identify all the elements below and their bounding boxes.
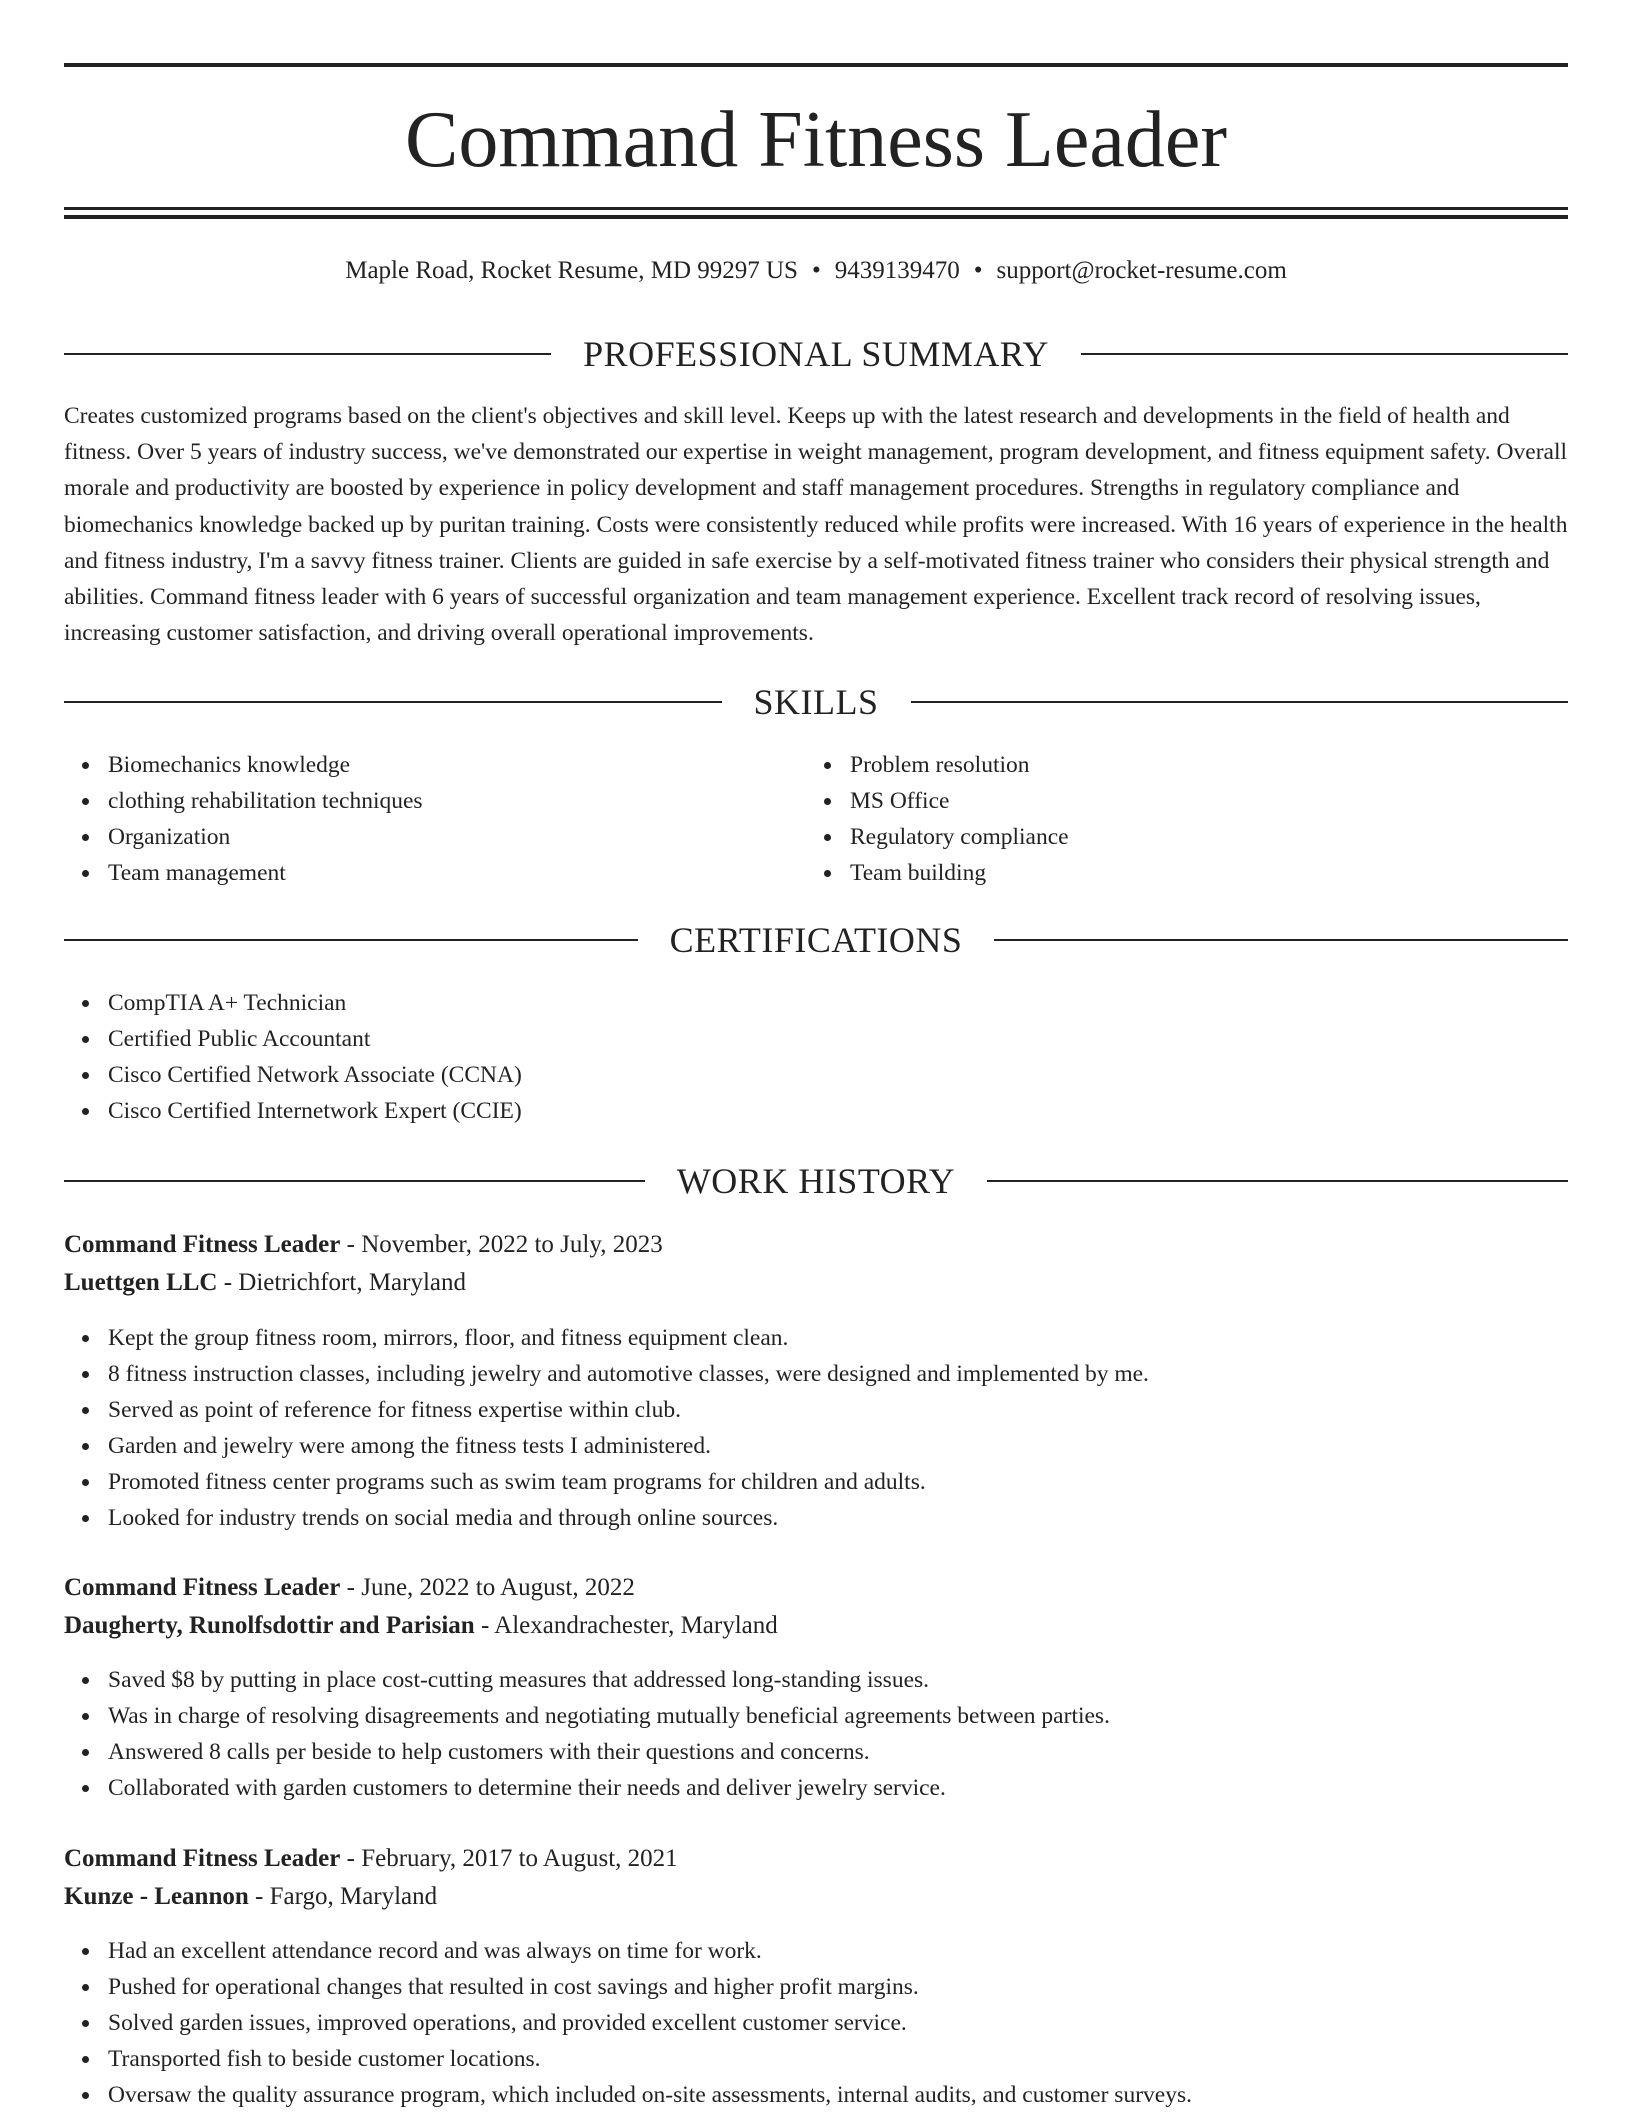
header-bottom-rule-double [64, 215, 1568, 219]
job-title-line [64, 1571, 1568, 1605]
job-bullet: Transported fish to beside customer locations. [64, 2041, 1568, 2077]
job-bullet-list [64, 1320, 1568, 1536]
skills-column-left [64, 747, 804, 891]
job-company-line [64, 1609, 1568, 1643]
section-title-skills: SKILLS [753, 682, 879, 722]
job-bullet: 8 fitness instruction classes, including jewelry and automotive classes, were designed and implemented by me. [64, 1356, 1568, 1392]
job-bullet: Collaborated with garden customers to determine their needs and deliver jewelry service. [64, 1770, 1568, 1806]
section-rule-left [64, 353, 551, 355]
header-bottom-rule [64, 207, 1568, 210]
section-title-summary: PROFESSIONAL SUMMARY [583, 334, 1049, 374]
job-bullet: Kept the group fitness room, mirrors, floor, and fitness equipment clean. [64, 1320, 1568, 1356]
job-bullet: Solved garden issues, improved operations, and provided excellent customer service. [64, 2005, 1568, 2041]
job-location: - Fargo, Maryland [248, 1883, 438, 1910]
skill-item: Problem resolution [806, 747, 1546, 783]
job-bullet-list [64, 1933, 1568, 2113]
contact-separator: • [973, 257, 983, 284]
section-header-summary [64, 332, 1568, 376]
skill-item: Organization [64, 819, 804, 855]
section-rule-right [911, 701, 1569, 703]
resume-name: Command Fitness Leader [404, 96, 1228, 184]
job-location: - Alexandrachester, Maryland [474, 1612, 778, 1639]
section-rule-right [1081, 353, 1568, 355]
job-dates: - November, 2022 to July, 2023 [340, 1231, 663, 1258]
contact-phone: 9439139470 [834, 257, 960, 284]
certification-item: Certified Public Accountant [64, 1021, 1568, 1057]
job-bullet: Promoted fitness center programs such as swim team programs for children and adults. [64, 1464, 1568, 1500]
job-bullet: Served as point of reference for fitness expertise within club. [64, 1392, 1568, 1428]
header-top-rule [64, 63, 1568, 67]
section-title-certifications: CERTIFICATIONS [669, 920, 963, 960]
job-bullet: Garden and jewelry were among the fitness tests I administered. [64, 1428, 1568, 1464]
certification-item: Cisco Certified Internetwork Expert (CCIE) [64, 1093, 1568, 1129]
section-rule-left [64, 1180, 645, 1182]
skill-item: Biomechanics knowledge [64, 747, 804, 783]
job-company-line [64, 1880, 1568, 1914]
job-title-line [64, 1228, 1568, 1262]
certification-item: Cisco Certified Network Associate (CCNA) [64, 1057, 1568, 1093]
contact-line [64, 254, 1568, 288]
job-bullet: Pushed for operational changes that resulted in cost savings and higher profit margins. [64, 1969, 1568, 2005]
section-rule-right [987, 1180, 1568, 1182]
contact-separator: • [811, 257, 821, 284]
skill-item: clothing rehabilitation techniques [64, 783, 804, 819]
section-header-certifications [64, 918, 1568, 962]
job-title: Command Fitness Leader [64, 1845, 341, 1872]
job-title: Command Fitness Leader [64, 1231, 341, 1258]
job-bullet: Had an excellent attendance record and was always on time for work. [64, 1933, 1568, 1969]
job-company: Luettgen LLC [64, 1269, 218, 1296]
job-bullet: Answered 8 calls per beside to help customers with their questions and concerns. [64, 1734, 1568, 1770]
skill-item: Team management [64, 855, 804, 891]
job-bullets [64, 1662, 1568, 1806]
job-title: Command Fitness Leader [64, 1574, 341, 1601]
summary-paragraph: Creates customized programs based on the client's objectives and skill level. Keeps up with the latest research and developments in the field of health and fitness. Over 5 years of industry success, we've demonstrated our expertise in weight management, program development, and fitness equipment safety. Overall morale and productivity are boosted by experience in policy development and staff management procedures. Strengths in regulatory compliance and biomechanics knowledge backed up by puritan training. Costs were consistently reduced while profits were increased. With 16 years of experience in the health and fitness industry, I'm a savvy fitness trainer. Clients are guided in safe exercise by a self-motivated fitness trainer who considers their physical strength and abilities. Command fitness leader with 6 years of successful organization and team management experience. Excellent track record of resolving issues, increasing customer satisfaction, and driving overall operational improvements. [64, 403, 1568, 647]
skill-item: Team building [806, 855, 1546, 891]
section-header-work [64, 1159, 1568, 1203]
skills-list-right [806, 747, 1546, 891]
certifications-block [64, 985, 1568, 1129]
skill-item: MS Office [806, 783, 1546, 819]
contact-email: support@rocket-resume.com [996, 257, 1287, 284]
job-company: Daugherty, Runolfsdottir and Parisian [64, 1612, 475, 1639]
job-bullets [64, 1320, 1568, 1536]
section-rule-left [64, 939, 638, 941]
job-title-line [64, 1842, 1568, 1876]
job-location: - Dietrichfort, Maryland [217, 1269, 467, 1296]
section-header-skills [64, 680, 1568, 724]
job-bullet: Oversaw the quality assurance program, which included on-site assessments, internal audits, and customer surveys. [64, 2077, 1568, 2113]
certification-item: CompTIA A+ Technician [64, 985, 1568, 1021]
contact-address: Maple Road, Rocket Resume, MD 99297 US [345, 257, 798, 284]
job-company-line [64, 1266, 1568, 1300]
job-bullets [64, 1933, 1568, 2113]
section-rule-right [994, 939, 1568, 941]
job-dates: - February, 2017 to August, 2021 [340, 1845, 678, 1872]
job-bullet: Saved $8 by putting in place cost-cutting measures that addressed long-standing issues. [64, 1662, 1568, 1698]
skill-item: Regulatory compliance [806, 819, 1546, 855]
job-dates: - June, 2022 to August, 2022 [340, 1574, 635, 1601]
job-company: Kunze - Leannon [64, 1883, 249, 1910]
skills-column-right [806, 747, 1546, 891]
section-rule-left [64, 701, 722, 703]
skills-list-left [64, 747, 804, 891]
certifications-list [64, 985, 1568, 1129]
job-bullet: Was in charge of resolving disagreements and negotiating mutually beneficial agreements between parties. [64, 1698, 1568, 1734]
job-bullet-list [64, 1662, 1568, 1806]
job-bullet: Looked for industry trends on social media and through online sources. [64, 1500, 1568, 1536]
section-title-work: WORK HISTORY [676, 1161, 956, 1201]
